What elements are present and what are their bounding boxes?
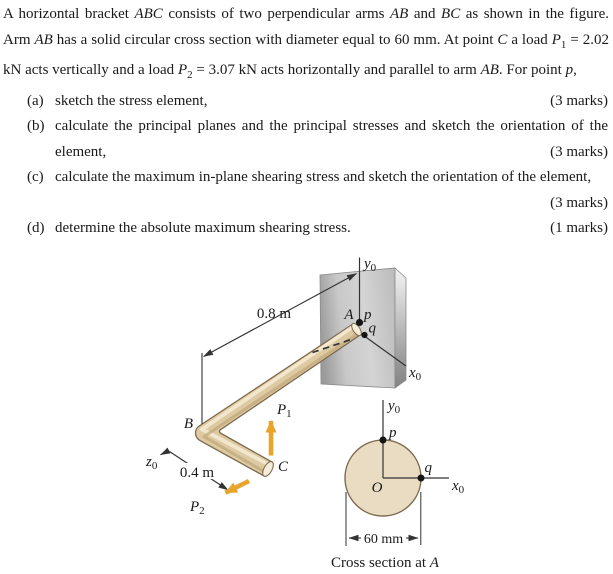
section-point-q-dot <box>418 475 425 482</box>
section-caption: Cross section at A <box>331 555 439 571</box>
dimension-label-bc: 0.4 m <box>179 465 215 481</box>
point-q-label: q <box>368 320 376 337</box>
item-c-label: (c) <box>27 169 44 185</box>
section-point-q-label: q <box>424 460 432 476</box>
point-c-label: C <box>278 459 289 475</box>
load-p2-arrow <box>226 481 250 493</box>
x0-axis-label: $x_0$ <box>409 365 422 383</box>
point-b-label: B <box>183 416 193 432</box>
point-q-dot <box>361 332 367 338</box>
load-p1-label: $P_1$ <box>277 402 292 420</box>
item-d-label: (d) <box>27 220 45 236</box>
section-y0-label: $y_0$ <box>388 398 401 416</box>
z0-axis-line <box>161 451 170 455</box>
item-a-label: (a) <box>27 92 44 109</box>
point-a-label: A <box>344 307 354 323</box>
item-a-text: sketch the stress element, <box>55 92 208 109</box>
item-a-marks: (3 marks) <box>550 92 608 109</box>
dimension-label-ab: 0.8 m <box>256 306 292 322</box>
cross-section <box>331 398 465 571</box>
diameter-label: 60 mm <box>363 532 404 547</box>
section-point-p-label: p <box>389 425 397 441</box>
z0-axis-label: $z_0$ <box>146 454 158 472</box>
item-d-text: determine the absolute maximum shearing stress. <box>55 220 351 236</box>
point-p-dot <box>356 319 363 326</box>
item-b-label: (b) <box>27 118 45 134</box>
item-c-marks: (3 marks) <box>550 194 608 211</box>
section-x0-label: $x_0$ <box>452 478 465 496</box>
item-d-marks: (1 marks) <box>550 220 608 236</box>
item-c-text: calculate the maximum in-plane shearing stress and sketch the orientation of the element, <box>55 169 592 185</box>
section-point-p-dot <box>380 437 387 444</box>
section-center-o-label: O <box>371 480 383 496</box>
bracket-rod <box>196 322 364 478</box>
problem-statement: A horizontal bracket ABC consists of two perpendicular arms AB and BC as shown in the figure. Arm AB has a solid circular cross section with diameter equal to 60 mm. At point C a load $P_1 = 2.02$ kN acts vertically and a load $P_2 = 3.07$ kN acts horizontally and parallel to arm AB. For point p, <box>3 6 610 81</box>
y0-axis-label: $y_0$ <box>364 256 377 274</box>
load-p2-label: $P_2$ <box>190 499 205 517</box>
item-b-text: calculate the principal planes and the principal stresses and sketch the orientation of the element, <box>55 118 608 160</box>
point-p-label: p <box>364 307 372 323</box>
item-b-marks: (3 marks) <box>550 143 608 160</box>
wall-side-face <box>395 268 406 388</box>
